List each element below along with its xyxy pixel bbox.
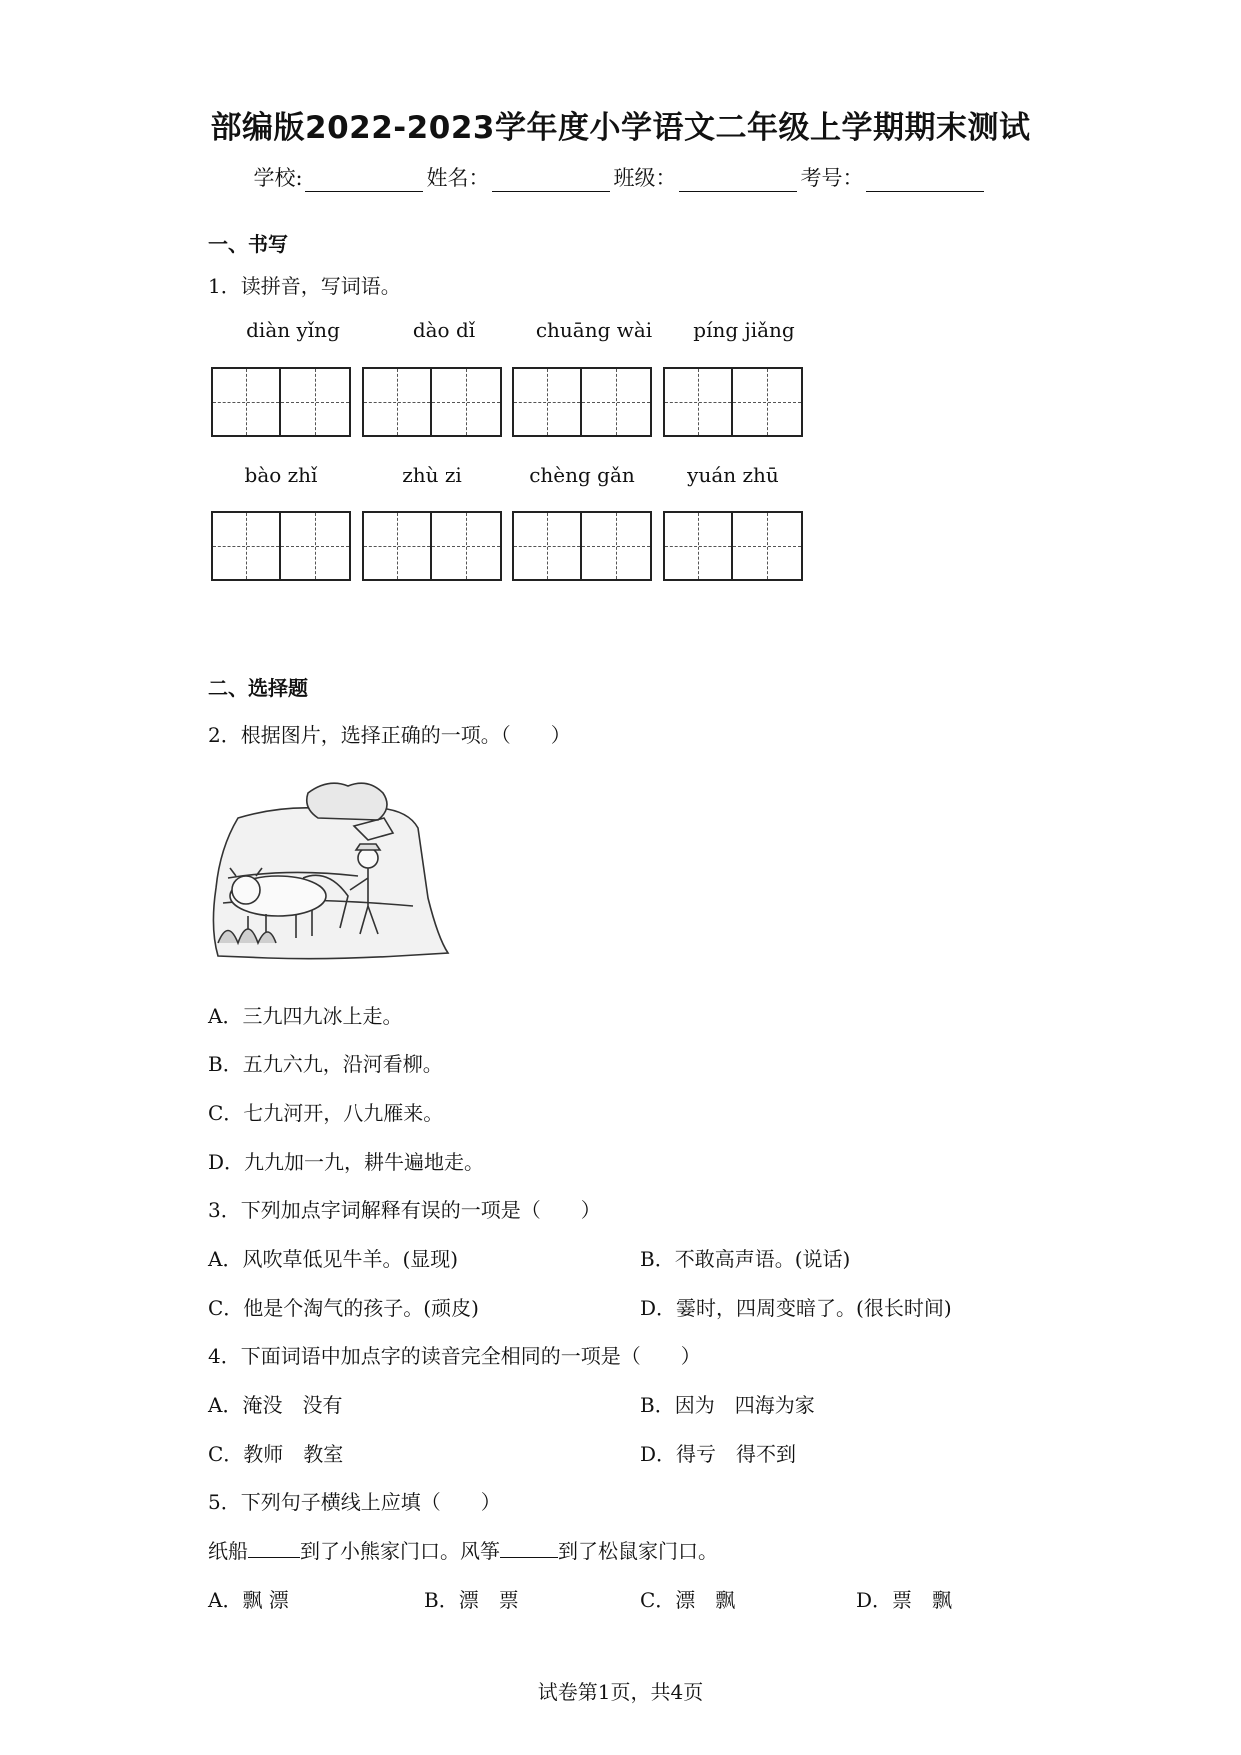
q3-option-d[interactable]: D．霎时，四周变暗了。(很长时间) xyxy=(640,1296,952,1320)
pinyin-label: chuāng wài xyxy=(535,318,653,342)
q4-option-b[interactable]: B．因为 四海为家 xyxy=(640,1393,815,1417)
section-2-title: 二、选择题 xyxy=(208,676,308,700)
writing-grid[interactable] xyxy=(211,367,351,437)
pinyin-label: píng jiǎng xyxy=(693,318,795,342)
writing-grid[interactable] xyxy=(663,511,803,581)
sentence-part: 纸船 xyxy=(208,1539,248,1563)
q5-option-a[interactable]: A．飘 漂 xyxy=(208,1588,289,1612)
q2-option-a[interactable]: A．三九四九冰上走。 xyxy=(208,1004,403,1028)
page-title: 部编版2022-2023学年度小学语文二年级上学期期末测试 xyxy=(210,110,1031,146)
q5-option-b[interactable]: B．漂 票 xyxy=(424,1588,519,1612)
sentence-part: 到了松鼠家门口。 xyxy=(558,1539,718,1563)
pinyin-label: yuán zhū xyxy=(687,463,779,487)
writing-grid[interactable] xyxy=(362,367,502,437)
q3-option-c[interactable]: C．他是个淘气的孩子。(顽皮) xyxy=(208,1296,479,1320)
q3-option-a[interactable]: A．风吹草低见牛羊。(显现) xyxy=(208,1247,459,1271)
q3-option-b[interactable]: B．不敢高声语。(说话) xyxy=(640,1247,851,1271)
q4-option-a[interactable]: A．淹没 没有 xyxy=(208,1393,343,1417)
writing-grid[interactable] xyxy=(512,511,652,581)
question-5: 5．下列句子横线上应填（ ） xyxy=(208,1490,501,1514)
ox-plowing-illustration xyxy=(208,778,456,966)
question-4: 4．下面词语中加点字的读音完全相同的一项是（ ） xyxy=(208,1344,701,1368)
q5-sentence xyxy=(208,1535,718,1564)
writing-grid[interactable] xyxy=(211,511,351,581)
writing-grid[interactable] xyxy=(362,511,502,581)
class-label: 班级： xyxy=(613,166,677,190)
question-2: 2．根据图片，选择正确的一项。（ ） xyxy=(208,723,571,747)
question-3: 3．下列加点字词解释有误的一项是（ ） xyxy=(208,1198,601,1222)
pinyin-label: chèng gǎn xyxy=(529,463,635,487)
exam-number-blank[interactable] xyxy=(866,171,984,192)
exam-number-label: 考号： xyxy=(800,166,864,190)
pinyin-label: diàn yǐng xyxy=(246,318,340,342)
pinyin-label: bào zhǐ xyxy=(244,463,318,487)
q5-option-c[interactable]: C．漂 飘 xyxy=(640,1588,736,1612)
q2-option-d[interactable]: D．九九加一九，耕牛遍地走。 xyxy=(208,1150,485,1174)
school-label: 学校: xyxy=(253,166,303,190)
name-label: 姓名： xyxy=(426,166,490,190)
pinyin-label: dào dǐ xyxy=(412,318,476,342)
q4-option-c[interactable]: C．教师 教室 xyxy=(208,1442,344,1466)
school-blank[interactable] xyxy=(305,171,423,192)
q2-option-b[interactable]: B．五九六九，沿河看柳。 xyxy=(208,1052,443,1076)
class-blank[interactable] xyxy=(679,171,797,192)
writing-grid[interactable] xyxy=(663,367,803,437)
q4-option-d[interactable]: D．得亏 得不到 xyxy=(640,1442,797,1466)
question-1: 1．读拼音，写词语。 xyxy=(208,274,401,298)
q2-option-c[interactable]: C．七九河开，八九雁来。 xyxy=(208,1101,444,1125)
student-info-line xyxy=(0,162,1241,192)
pinyin-label: zhù zi xyxy=(402,463,462,487)
name-blank[interactable] xyxy=(492,171,610,192)
writing-grid[interactable] xyxy=(512,367,652,437)
q5-option-d[interactable]: D．票 飘 xyxy=(856,1588,953,1612)
section-1-title: 一、书写 xyxy=(208,232,288,256)
fill-blank[interactable] xyxy=(500,1539,558,1558)
page-footer: 试卷第1页，共4页 xyxy=(537,1680,704,1704)
fill-blank[interactable] xyxy=(248,1539,300,1558)
sentence-part: 到了小熊家门口。风筝 xyxy=(300,1539,500,1563)
